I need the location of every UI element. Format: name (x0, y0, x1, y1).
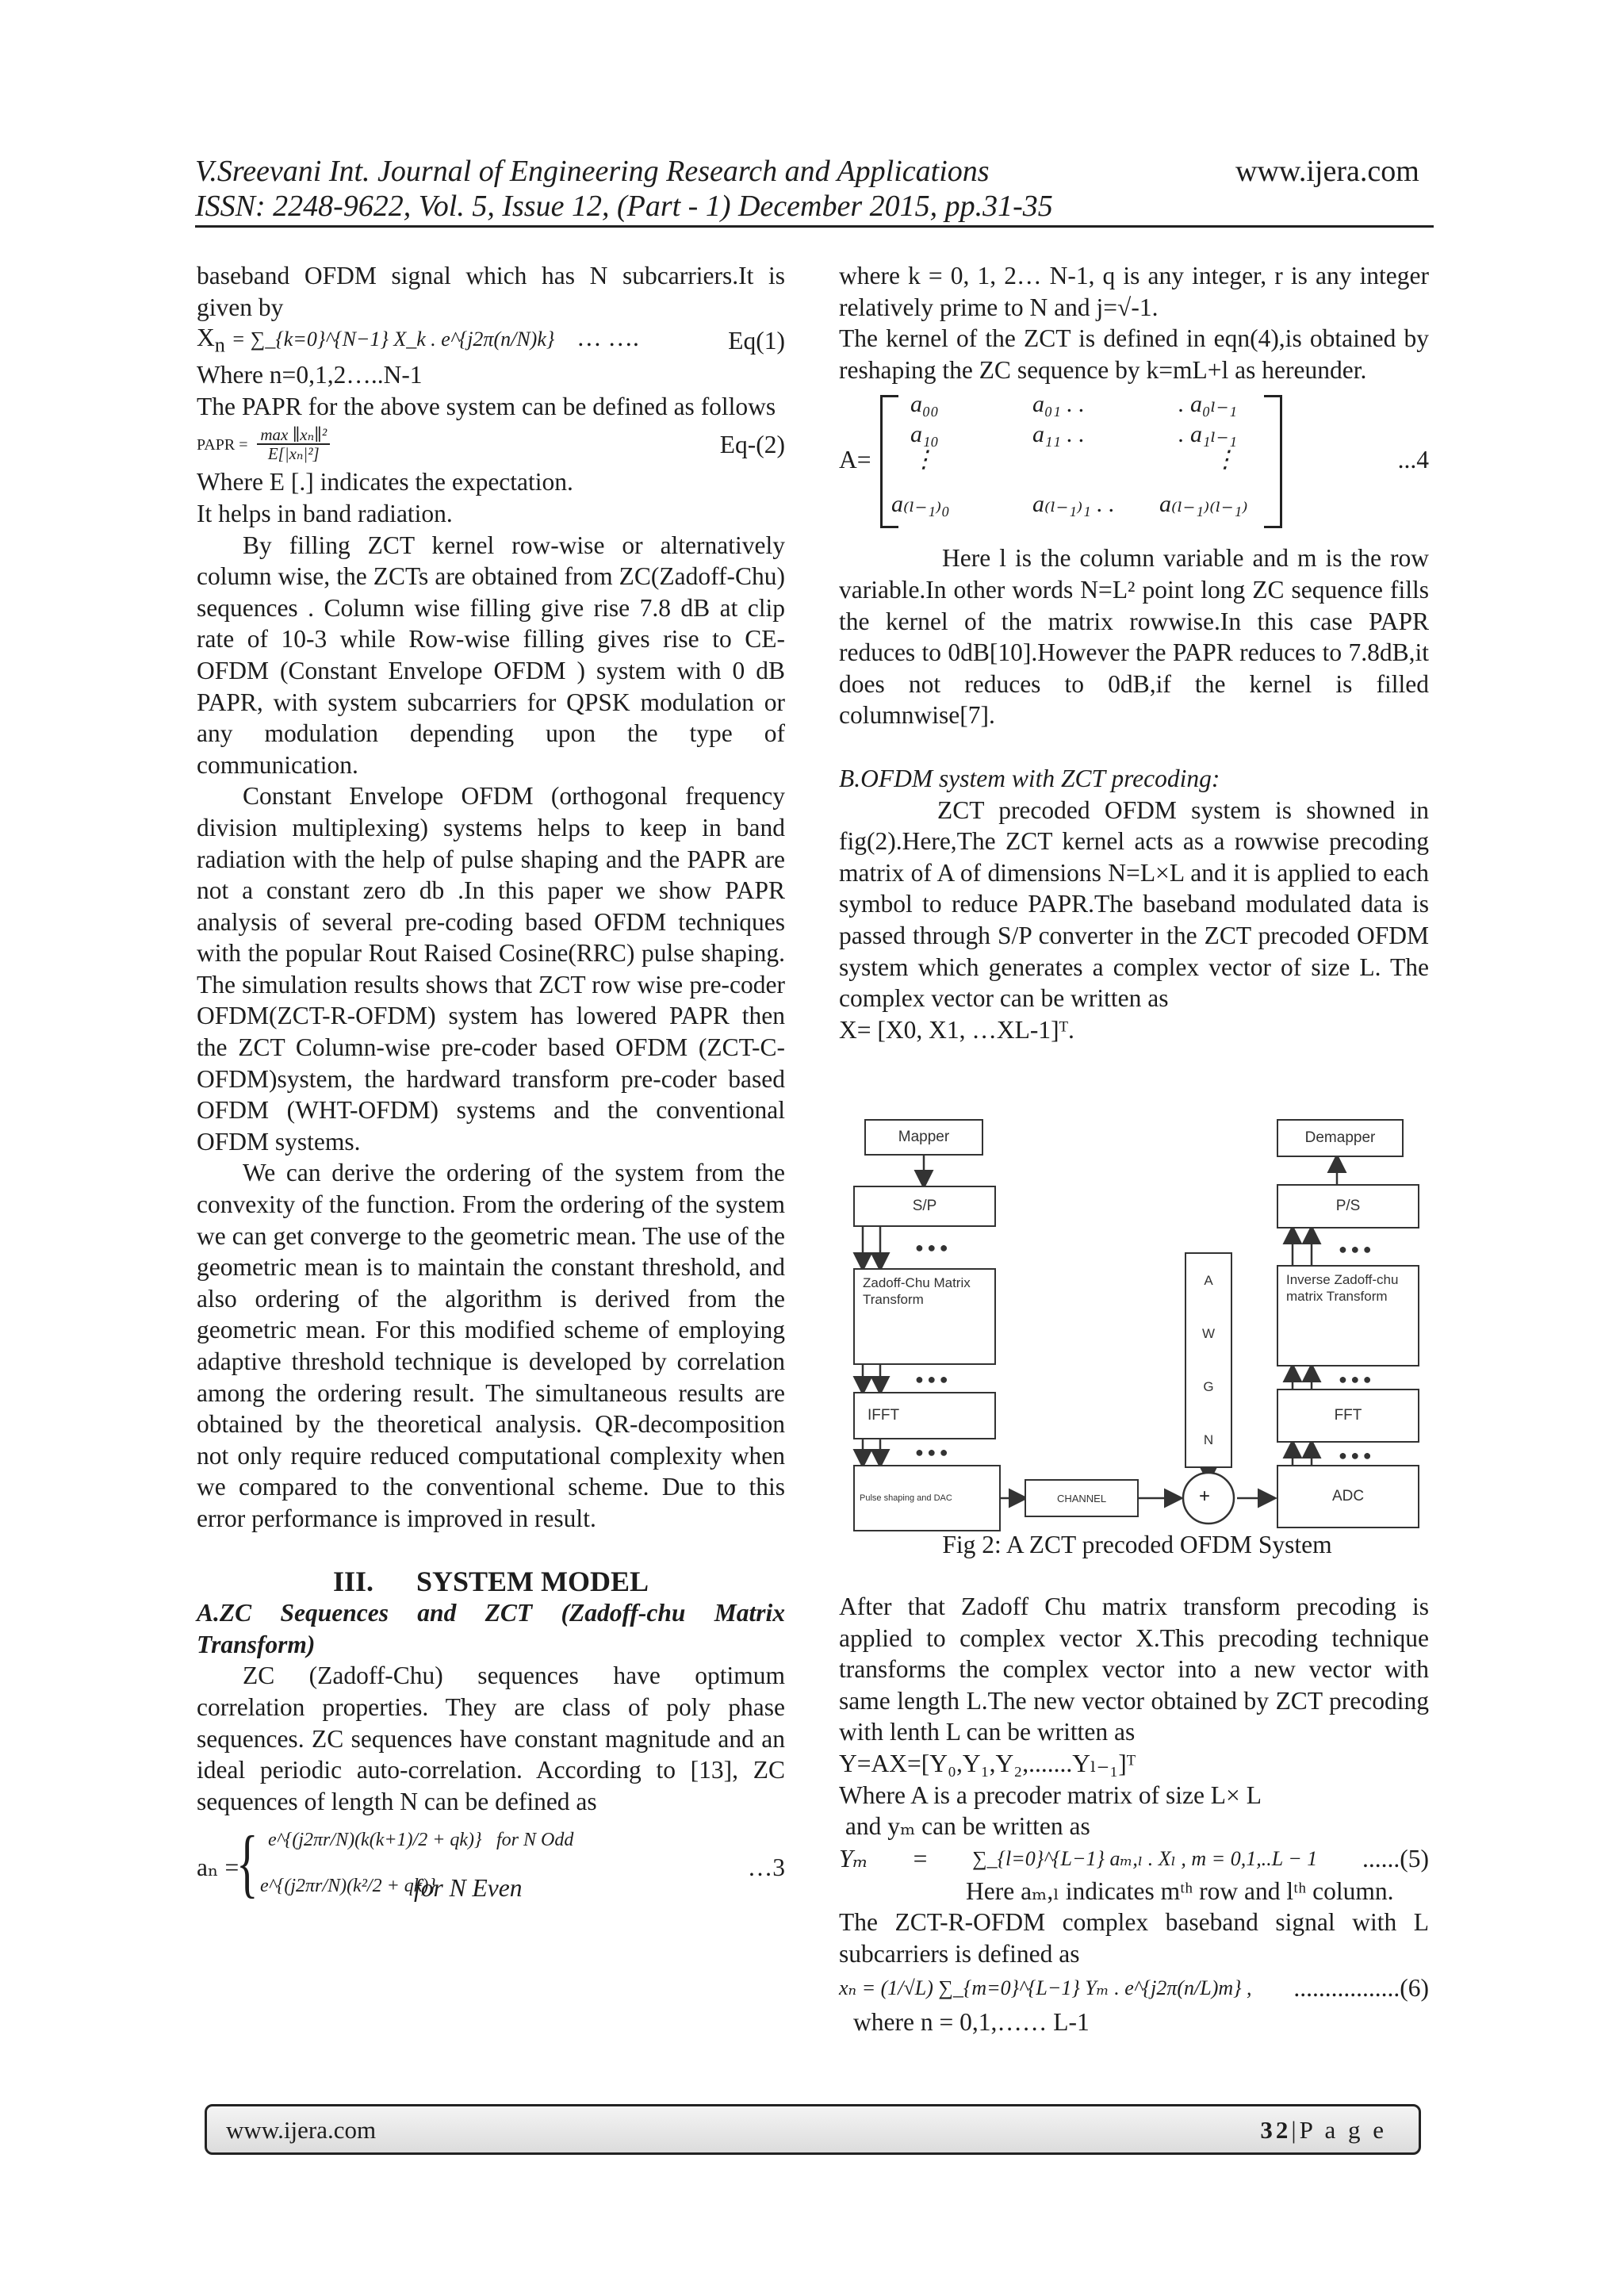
left-column (197, 260, 785, 1914)
subsection-heading-a: A.ZC Sequences and ZCT (Zadoff-chu Matrix Transform) (197, 1599, 785, 1658)
y-vector: Y=AX=[Y₀,Y₁,Y₂,.......Yₗ₋₁]ᵀ (839, 1749, 1136, 1777)
here-a-text: Here aₘ,ₗ indicates mᵗʰ row and lᵗʰ column. (966, 1876, 1394, 1905)
here-l-paragraph: Here l is the column variable and m is the row variable.In other words N=L² point long ZC sequence fills the kernel of the matrix rowwise.In this case PAPR reduces to 0dB[10].However the PAPR reduces to 7.8dB,it does not reduces to 0dB,if the kernel is filled columnwise[7]. (839, 544, 1429, 730)
awgn-letter-g: G (1203, 1378, 1214, 1394)
where-n6-text: where n = 0,1,…… L-1 (853, 2007, 1090, 2036)
awgn-letter-a: A (1204, 1272, 1213, 1288)
eq1-label: Eq(1) (728, 327, 785, 355)
matrix-a (839, 389, 1429, 531)
eq5-equals: = (913, 1844, 928, 1872)
where-a-text: Where A is a precoder matrix of size L× L (839, 1780, 1262, 1809)
matrix-a10: a₁₀ (910, 421, 939, 448)
pulse-shaping-block: Pulse shaping and DAC (853, 1465, 1001, 1531)
adc-block: ADC (1277, 1465, 1419, 1528)
demapper-block: Demapper (1277, 1119, 1404, 1157)
channel-block: CHANNEL (1025, 1479, 1139, 1517)
matrix-a00: a₀₀ (910, 391, 939, 418)
ifft-dots: ● ● ● (915, 1444, 948, 1460)
footer-page-word: |P a g e (1291, 2116, 1387, 2144)
equation-2 (197, 422, 785, 466)
filling-paragraph: By filling ZCT kernel row-wise or alternatively column wise, the ZCTs are obtained from ZC(Zadoff-Chu) sequences . Column wise filling give rise 7.8 dB at clip rate of 10-3 while Row-wise filling gives rise to CE-OFDM (Constant Envelope OFDM ) system with 0 dB PAPR, with system subcarriers for QPSK modulation or any modulation depending upon the type of communication. (197, 531, 785, 779)
papr-fraction (257, 426, 330, 462)
after-paragraph: After that Zadoff Chu matrix transform precoding is applied to complex vector X.This precoding technique transforms the complex vector into a new vector with same length L.The new vector obtained by ZCT precoding with lenth L can be written as (839, 1593, 1429, 1746)
zct-ofdm-block-diagram (848, 1113, 1426, 1530)
zct-dots: ● ● ● (915, 1371, 948, 1387)
equation-6 (839, 1970, 1429, 2007)
eq1-lhs: X (197, 323, 215, 351)
matrix-dots-right: ⋮ (1213, 447, 1237, 473)
matrix-a1l: . a₁ₗ₋₁ (1178, 421, 1237, 448)
matrix-al0: a₍ₗ₋₁₎₀ (891, 491, 950, 518)
matrix-al1: a₍ₗ₋₁₎₁ . . (1032, 491, 1115, 518)
kernel-paragraph: The kernel of the ZCT is defined in eqn(4),is obtained by reshaping the ZC sequence by k=mL+l as hereunder. (839, 324, 1429, 384)
ps-block: P/S (1277, 1184, 1419, 1228)
adder-plus: + (1199, 1485, 1211, 1507)
matrix-a01: a₀₁ . . (1032, 391, 1085, 418)
eq1-dots: … …. (576, 323, 639, 351)
eq3-even: e^{(j2πr/N)(k²/2 + qk)} (260, 1876, 437, 1897)
ifft-block: IFFT (853, 1392, 996, 1439)
mapper-block: Mapper (864, 1119, 983, 1156)
footer-page-number: 32 (1260, 2116, 1292, 2144)
and-y-text: and yₘ can be written as (839, 1812, 1090, 1841)
where-k-paragraph: where k = 0, 1, 2… N-1, q is any integer, r is any integer relatively prime to N and j=√-1. (839, 262, 1429, 321)
awgn-letter-n: N (1203, 1432, 1214, 1447)
subsection-heading-b: B.OFDM system with ZCT precoding: (839, 764, 1220, 792)
eq5-label: ......(5) (1362, 1844, 1429, 1872)
eq3-odd-cond: for N Odd (496, 1830, 574, 1851)
right-column-lower (839, 1591, 1429, 2037)
fft-dots: ● ● ● (1339, 1447, 1372, 1463)
equation-1 (197, 323, 785, 359)
footer-website[interactable]: www.ijera.com (226, 2116, 377, 2144)
matrix-lhs: A= (839, 446, 871, 474)
figure-caption: Fig 2: A ZCT precoded OFDM System (942, 1531, 1332, 1558)
intro-paragraph: baseband OFDM signal which has N subcarriers.It is given by (197, 262, 785, 321)
zct-block: Zadoff-Chu Matrix Transform (853, 1268, 996, 1365)
zct-precoded-paragraph: ZCT precoded OFDM system is showned in fig(2).Here,The ZCT kernel acts as a rowwise precoding matrix of A of dimensions N=L×L and it is applied to each symbol to reduce PAPR.The baseband modulated data is passed through S/P converter in the ZCT precoded OFDM system which generates a complex vector of size L. The complex vector can be written as (839, 795, 1429, 1013)
eq1-body: = ∑_{k=0}^{N−1} X_k . e^{j2π(n/N)k} (231, 327, 555, 351)
eq6-label: .................(6) (1293, 1973, 1429, 2002)
eq3-odd: e^{(j2πr/N)(k(k+1)/2 + qk)} (268, 1830, 482, 1851)
zct-r-paragraph: The ZCT-R-OFDM complex baseband signal with L subcarriers is defined as (839, 1908, 1429, 1968)
helps-text: It helps in band radiation. (197, 499, 453, 527)
where-n: Where n=0,1,2…..N-1 (197, 361, 423, 389)
eq3-lhs: aₙ = (197, 1853, 239, 1882)
papr-lhs: PAPR = (197, 436, 248, 454)
sp-dots: ● ● ● (915, 1240, 948, 1255)
matrix-right-bracket (1264, 395, 1282, 528)
header-rule (195, 225, 1434, 228)
awgn-letter-w: W (1201, 1325, 1216, 1341)
ordering-paragraph: We can derive the ordering of the system from the convexity of the function. From the ordering of the system we can get converge to the geometric mean. The use of the geometric mean is to maintain the constant threshold, and also ordering of the algorithm is derived from the geometric mean. For this modified scheme of employing adaptive threshold technique is developed by correlation among the ordering result. The simultaneous results are obtained by the theoretical analysis. QR-decomposition not only require reduced computational complexity when we compared to the conventional scheme. Due to this error performance is improved in result. (197, 1159, 785, 1532)
page-footer (205, 2104, 1421, 2155)
eq3-label: …3 (747, 1853, 785, 1882)
eq3-brace: { (236, 1820, 259, 1906)
section-heading: III. SYSTEM MODEL (332, 1565, 649, 1597)
matrix-dots-left: ⋮ (912, 447, 936, 473)
eq5-lhs: Yₘ (839, 1844, 868, 1872)
constant-envelope-paragraph: Constant Envelope OFDM (orthogonal frequency division multiplexing) systems helps to keep in band radiation with the help of pulse shaping and the PAPR are not a constant zero db .In this paper we show PAPR analysis of several pre-coding based OFDM techniques with the popular Rout Raised Cosine(RRC) pulse shaping. The simulation results shows that ZCT row wise pre-coder OFDM(ZCT-R-OFDM) system has lowered PAPR then the ZCT Column-wise pre-coder based OFDM (ZCT-C-OFDM)system, the hardward transform pre-coder based OFDM (WHT-OFDM) systems and the conventional OFDM systems. (197, 782, 785, 1156)
papr-denominator: E[|xₙ|²] (267, 444, 320, 464)
matrix-label: ...4 (1397, 446, 1429, 474)
footer-page (1260, 2116, 1387, 2145)
eq3-even-cond: for N Even (414, 1874, 523, 1903)
equation-3 (197, 1820, 785, 1914)
where-e: Where E [.] indicates the expectation. (197, 468, 573, 496)
ps-dots: ● ● ● (1339, 1241, 1372, 1257)
journal-website[interactable]: www.ijera.com (1235, 155, 1419, 188)
papr-numerator: max ∥xₙ∥² (257, 426, 330, 445)
izct-dots: ● ● ● (1339, 1371, 1372, 1387)
journal-header-line1: V.Sreevani Int. Journal of Engineering Research and Applications (195, 155, 990, 188)
zc-paragraph: ZC (Zadoff-Chu) sequences have optimum correlation properties. They are class of poly phase sequences. ZC sequences have constant magnitude and an ideal periodic auto-correlation. According to [13], ZC sequences of length N can be defined as (197, 1662, 785, 1815)
inverse-zct-block: Inverse Zadoff-chu matrix Transform (1277, 1265, 1419, 1366)
matrix-all: a₍ₗ₋₁₎₍ₗ₋₁₎ (1159, 491, 1248, 518)
awgn-block (1185, 1252, 1232, 1468)
right-column (839, 260, 1429, 1045)
eq5-rhs: ∑_{l=0}^{L−1} aₘ,ₗ . Xₗ , m = 0,1,..L − 1 (972, 1846, 1318, 1870)
equation-5 (839, 1842, 1429, 1876)
x-vector: X= [X0, X1, …XL-1]ᵀ. (839, 1015, 1074, 1044)
eq2-label: Eq-(2) (719, 430, 785, 458)
matrix-a0l: . a₀ₗ₋₁ (1178, 391, 1237, 418)
sp-block: S/P (853, 1186, 996, 1227)
papr-intro: The PAPR for the above system can be defined as follows (197, 392, 776, 420)
journal-header-line2: ISSN: 2248-9622, Vol. 5, Issue 12, (Part - 1) December 2015, pp.31-35 (195, 190, 1053, 223)
matrix-a11: a₁₁ . . (1032, 421, 1085, 448)
eq1-lhs-sub: n (214, 333, 225, 357)
eq6-body: xₙ = (1/√L) ∑_{m=0}^{L−1} Yₘ . e^{j2π(n/L)m} , (839, 1976, 1252, 1999)
fft-block: FFT (1277, 1389, 1419, 1443)
